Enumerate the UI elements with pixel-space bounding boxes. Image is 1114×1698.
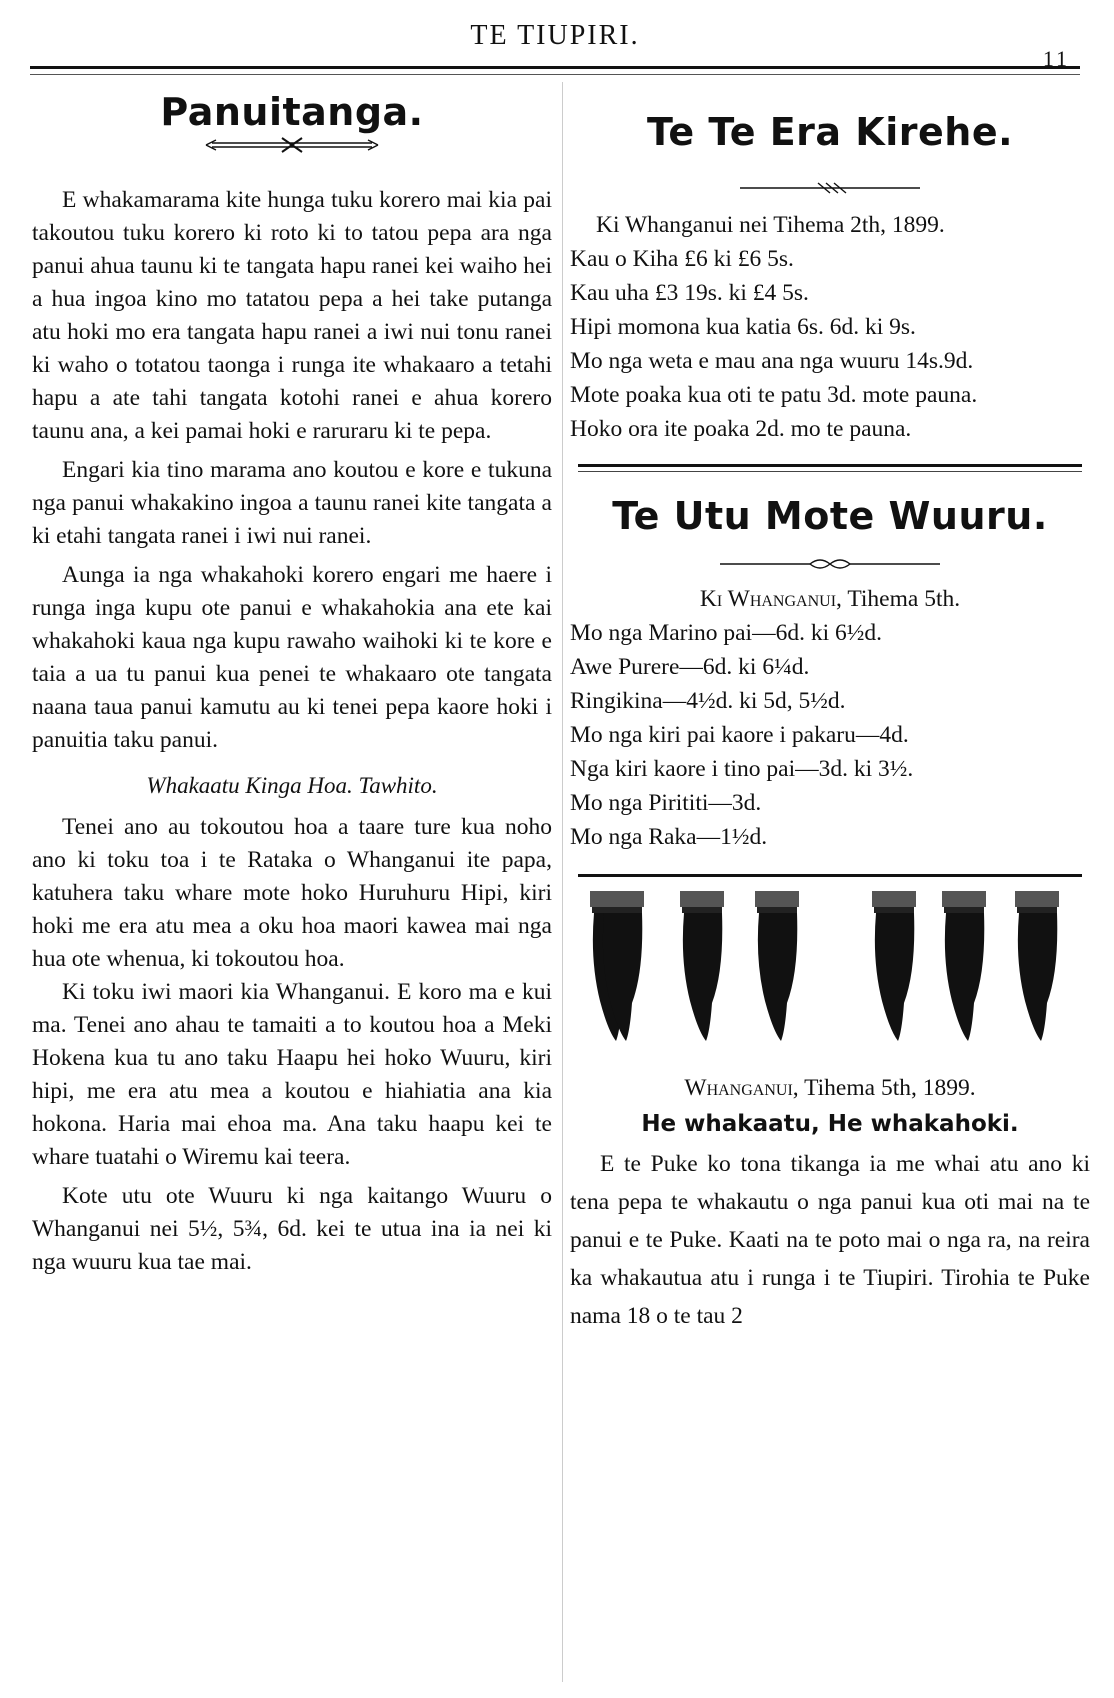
wool-price-line: Awe Purere—6d. ki 6¼d. [570,654,810,680]
paragraph: Ki toku iwi maori kia Whanganui. E koro ma e kui ma. Tenei ano ahau te tamaiti a to koutou hoa a Meki Hokena kua tu ano taku Haapu hei hoko Wuuru, kiri hipi, me era atu mea a koutou e hiahiatia ana kia hokona. Haria mai ehoa ma. Ana taku haapu kei te whare tuatahi o Wiremu kai teera. [32,979,552,1170]
newspaper-title: TE TIUPIRI. [470,20,640,51]
section-rule-thin [578,471,1082,472]
wool-price-line: Mo nga Marino pai—6d. ki 6½d. [570,620,882,646]
wool-price-line: Mo nga Pirititi—3d. [570,790,762,816]
hand-icon [1015,891,1059,1041]
hand-icon [872,891,916,1041]
hand-icon [680,891,724,1041]
dateline-place: Ki Whanganui [699,586,837,612]
market-line: Hoko ora ite poaka 2d. mo te pauna. [570,416,912,442]
ornament-divider [202,134,382,156]
column-divider [562,82,563,1682]
heading-utu-wuuru: Te Utu Mote Wuuru. [612,494,1048,538]
right-column [570,90,1090,1335]
notice-paragraph: E te Puke ko tona tikanga ia me whai atu ano ki tena pepa te whakautu o nga panui kua oti mai na te panui e te Puke. Kaati na te poto mai o nga ra, na reira ka whakautua atu i runga i te Tiupiri. Tirohia te Puke nama 18 o te tau 2 [570,1151,1090,1329]
notice-heading: He whakaatu, He whakahoki. [641,1111,1019,1137]
dateline-date: , Tihema 5th. [836,586,961,612]
page-header [30,18,1080,78]
dateline-date: , Tihema 5th, 1899. [792,1075,976,1101]
wool-price-line: Ringikina—4½d. ki 5d, 5½d. [570,688,846,714]
paragraph: Aunga ia nga whakahoki korero engari me haere i runga inga kupu ote panui e whakahokia ana ete kai whakahoki kaua nga kupu rawaho waihoki ki te kore e taia a ua tu panui kua penei te whakaaro ote tangata naana taua panui kamutu au ki tenei pepa kaore hoki i panuitia taku panui. [32,562,552,753]
notice-dateline [570,1071,1090,1105]
page-number: 11 [1042,46,1070,71]
paragraph: Tenei ano au tokoutou hoa a taare ture kua noho ano ki toku toa i te Rataka o Whanganui ite papa, katuhera taku whare mote hoko Huruhuru Hipi, kiri hoki me era atu mea a oku hoa maori kawea mai nga hua ote whenua, ki tokoutou hoa. [32,814,552,972]
wool-price-line: Mo nga Raka—1½d. [570,824,768,850]
wool-dateline [570,582,1090,616]
heading-panuitanga: Panuitanga. [160,90,424,134]
paragraph: Engari kia tino marama ano koutou e kore e tukuna nga panui whakakino ingoa a taunu ranei kite tangata a ki etahi tangata ranei i iwi nui ranei. [32,457,552,549]
section-rule [578,464,1082,467]
left-column [32,90,552,1279]
ornament-divider [730,178,930,198]
market-line: Kau uha £3 19s. ki £4 5s. [570,280,809,306]
ornament-divider [710,554,950,574]
paragraph: Kote utu ote Wuuru ki nga kaitango Wuuru o Whanganui nei 5½, 5¾, 6d. kei te utua ina ia nei ki nga wuuru kua tae mai. [32,1183,552,1275]
header-rule-thin [30,74,1080,75]
hand-icon [942,891,986,1041]
heading-era-kirehe: Te Te Era Kirehe. [646,110,1014,154]
market-line: Mo nga weta e mau ana nga wuuru 14s.9d. [570,348,974,374]
dateline-place: Whanganui [684,1075,793,1101]
subheading-whakaatu: Whakaatu Kinga Hoa. Tawhito. [146,773,438,798]
pointing-hands-illustration [590,891,1070,1041]
header-rule [30,66,1080,69]
hand-icon [755,891,799,1041]
paragraph: E whakamarama kite hunga tuku korero mai kia pai takoutou tuku korero ki roto ki to tatou pepa ara nga panui ahua taunu ki te tangata hapu ranei kei waiho hei a hua ingoa kino mo tatatou pepa a hei take putanga atu hoki mo era tangata hapu ranei a iwi nui tonu ranei ki waho o totatou taonga i runga ite whakaaro a tetahi hapu a ate tahi tangata kotohi ranei e ahua korero taunu ana, a kei pamai hoki e raruraru ki te pepa. [32,187,552,444]
section-rule [578,874,1082,877]
market-line: Kau o Kiha £6 ki £6 5s. [570,246,794,272]
wool-price-line: Nga kiri kaore i tino pai—3d. ki 3½. [570,756,914,782]
market-line: Ki Whanganui nei Tihema 2th, 1899. [596,212,945,238]
market-line: Mote poaka kua oti te patu 3d. mote pauna. [570,382,978,408]
market-line: Hipi momona kua katia 6s. 6d. ki 9s. [570,314,916,340]
wool-price-line: Mo nga kiri pai kaore i pakaru—4d. [570,722,909,748]
